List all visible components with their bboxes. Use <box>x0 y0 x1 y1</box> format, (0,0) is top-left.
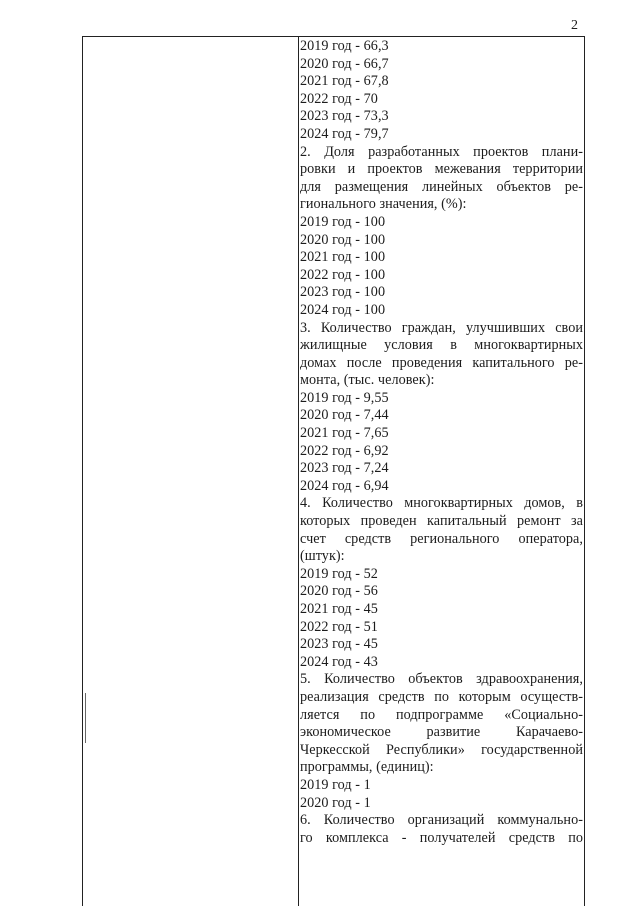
page-number: 2 <box>571 18 578 33</box>
table-left-border <box>82 37 83 906</box>
indicator-line: (штук): <box>300 548 345 565</box>
indicator-line: 2019 год - 66,3 <box>300 38 389 54</box>
indicator-line: 2023 год - 45 <box>300 636 378 653</box>
table-column-divider <box>298 37 299 906</box>
indicator-line: ровки и проектов межевания территории <box>300 161 583 178</box>
table-left-border-artifact <box>85 693 86 743</box>
indicator-line: 2023 год - 100 <box>300 284 386 301</box>
indicator-line: для размещения линейных объектов ре- <box>300 178 583 195</box>
indicator-line: 2024 год - 79,7 <box>300 125 389 142</box>
indicator-line: жилищные условия в многоквартирных <box>300 337 583 354</box>
indicator-line: 2021 год - 100 <box>300 249 386 266</box>
indicator-line: 2. Доля разработанных проектов плани- <box>300 143 583 160</box>
indicator-line: реализация средств по которым осуществ- <box>300 688 583 705</box>
indicator-line: 4. Количество многоквартирных домов, в <box>300 495 583 512</box>
table-right-border <box>584 37 585 906</box>
indicator-line: 2024 год - 100 <box>300 301 386 318</box>
indicator-line: го комплекса - получателей средств по <box>300 829 583 846</box>
indicator-line: 2022 год - 6,92 <box>300 442 389 459</box>
indicator-line: 2020 год - 7,44 <box>300 407 389 424</box>
indicator-line: ляется по подпрограмме «Социально- <box>300 706 583 723</box>
indicator-line: 6. Количество организаций коммунально- <box>300 812 583 829</box>
indicator-line: 2019 год - 1 <box>300 776 371 793</box>
indicator-line: 2023 год - 73,3 <box>300 108 389 125</box>
indicator-line: которых проведен капитальный ремонт за <box>300 513 583 530</box>
indicator-line: 2020 год - 1 <box>300 794 371 811</box>
indicator-line: 2021 год - 7,65 <box>300 425 389 442</box>
indicator-line: 2020 год - 66,7 <box>300 55 389 72</box>
indicator-line: монта, (тыс. человек): <box>300 372 435 389</box>
indicator-line: счет средств регионального оператора, <box>300 530 583 547</box>
indicator-line: экономическое развитие Карачаево- <box>300 724 583 741</box>
indicator-line: 2023 год - 7,24 <box>300 460 389 477</box>
indicator-line: Черкесской Республики» государственной <box>300 741 583 758</box>
indicator-line: 2024 год - 6,94 <box>300 477 389 494</box>
indicator-line: гионального значения, (%): <box>300 196 467 213</box>
indicator-line: программы, (единиц): <box>300 759 434 776</box>
indicator-line: 2020 год - 56 <box>300 583 378 600</box>
indicator-line: 2019 год - 9,55 <box>300 389 389 406</box>
indicator-line: 2019 год - 52 <box>300 565 378 582</box>
indicator-line: 2020 год - 100 <box>300 231 386 248</box>
indicator-line: 2024 год - 43 <box>300 653 378 670</box>
indicator-line: 2021 год - 45 <box>300 601 378 617</box>
indicator-line: 2021 год - 67,8 <box>300 73 389 90</box>
indicator-line: 2019 год - 100 <box>300 213 386 230</box>
indicator-line: 5. Количество объектов здравоохранения, <box>300 671 583 688</box>
indicator-line: 2022 год - 100 <box>300 266 386 283</box>
indicator-line: 2022 год - 51 <box>300 618 378 635</box>
indicator-line: 2022 год - 70 <box>300 90 378 107</box>
indicators-column <box>300 38 583 847</box>
indicator-line: 3. Количество граждан, улучшивших свои <box>300 319 583 336</box>
indicator-line: домах после проведения капитального ре- <box>300 354 583 371</box>
